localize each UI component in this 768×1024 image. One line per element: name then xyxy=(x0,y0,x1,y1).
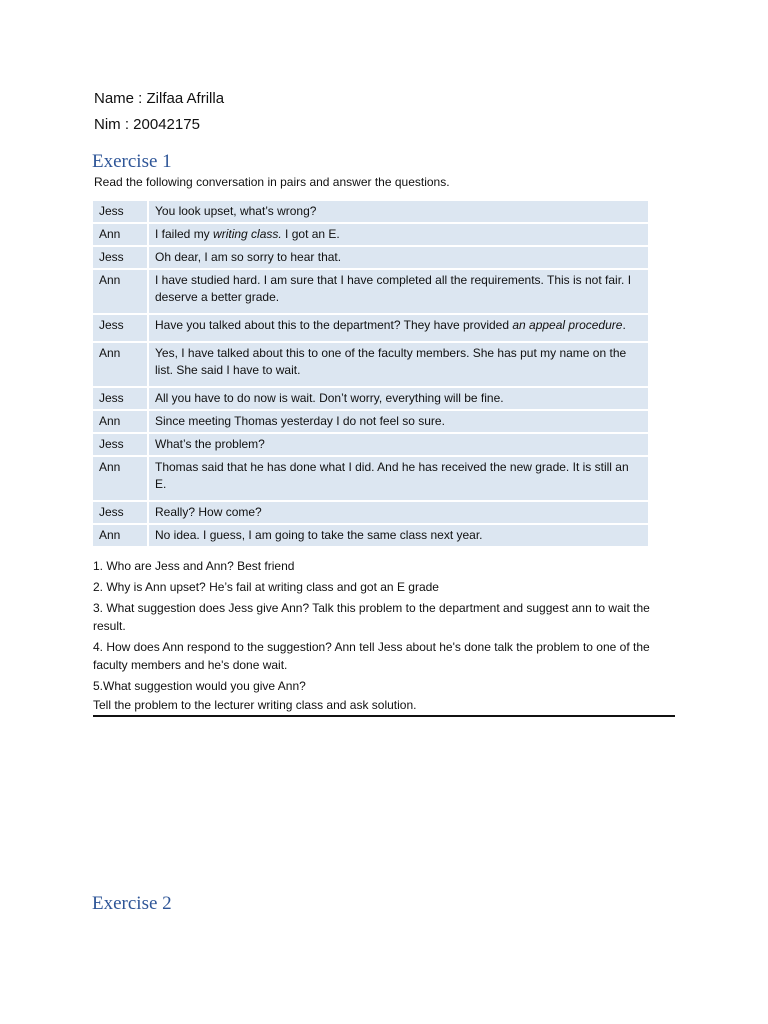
speaker-cell: Ann xyxy=(93,524,148,547)
speaker-cell: Jess xyxy=(93,201,148,223)
line-emphasis: an appeal procedure xyxy=(512,318,623,332)
line-cell: Oh dear, I am so sorry to hear that. xyxy=(148,246,648,269)
table-row xyxy=(93,342,648,387)
line-cell: Thomas said that he has done what I did. And he has received the new grade. It is still an E. xyxy=(148,456,648,501)
speaker-cell: Jess xyxy=(93,314,148,342)
exercise-2-heading: Exercise 2 xyxy=(92,893,172,914)
exercise-1-instruction: Read the following conversation in pairs and answer the questions. xyxy=(94,175,450,189)
horizontal-rule xyxy=(93,715,675,717)
speaker-cell: Ann xyxy=(93,269,148,314)
table-row xyxy=(93,433,648,456)
speaker-cell: Ann xyxy=(93,456,148,501)
table-row xyxy=(93,501,648,524)
table-row xyxy=(93,314,648,342)
line-cell: Yes, I have talked about this to one of the faculty members. She has put my name on the list. She said I have to wait. xyxy=(148,342,648,387)
speaker-cell: Jess xyxy=(93,501,148,524)
line-cell: I have studied hard. I am sure that I have completed all the requirements. This is not fair. I deserve a better grade. xyxy=(148,269,648,314)
speaker-cell: Ann xyxy=(93,223,148,246)
exercise-1-heading: Exercise 1 xyxy=(92,151,172,172)
speaker-cell: Jess xyxy=(93,246,148,269)
table-row xyxy=(93,524,648,547)
line-cell: No idea. I guess, I am going to take the same class next year. xyxy=(148,524,648,547)
question-5: 5.What suggestion would you give Ann? xyxy=(93,679,306,693)
speaker-cell: Jess xyxy=(93,387,148,410)
line-cell: All you have to do now is wait. Don’t worry, everything will be fine. xyxy=(148,387,648,410)
speaker-cell: Jess xyxy=(93,433,148,456)
name-label: Name : xyxy=(94,90,147,107)
conversation-table xyxy=(93,201,648,548)
table-row xyxy=(93,246,648,269)
nim-label: Nim : xyxy=(94,116,134,133)
speaker-cell: Ann xyxy=(93,410,148,433)
table-row xyxy=(93,269,648,314)
line-text: . xyxy=(622,318,626,332)
answer-1: 1. Who are Jess and Ann? Best friend xyxy=(93,559,295,573)
line-cell: Really? How come? xyxy=(148,501,648,524)
line-cell: What’s the problem? xyxy=(148,433,648,456)
name-value: Zilfaa Afrilla xyxy=(146,90,225,107)
table-row xyxy=(93,410,648,433)
line-text: Have you talked about this to the department? They have provided xyxy=(155,318,513,332)
line-text: I failed my xyxy=(155,227,214,241)
line-cell xyxy=(148,223,648,246)
line-text: I got an E. xyxy=(281,227,340,241)
table-row xyxy=(93,387,648,410)
student-nim xyxy=(94,116,200,133)
answers-block xyxy=(93,557,673,715)
nim-value: 20042175 xyxy=(133,116,200,133)
answer-5: Tell the problem to the lecturer writing class and ask solution. xyxy=(93,698,417,712)
answer-4: 4. How does Ann respond to the suggestion? Ann tell Jess about he's done talk the problem to one of the faculty members and he's done wait. xyxy=(93,640,650,672)
line-emphasis: writing class. xyxy=(213,227,282,241)
answer-2: 2. Why is Ann upset? He’s fail at writing class and got an E grade xyxy=(93,580,439,594)
line-cell xyxy=(148,314,648,342)
table-row xyxy=(93,201,648,223)
line-cell: Since meeting Thomas yesterday I do not feel so sure. xyxy=(148,410,648,433)
answer-3: 3. What suggestion does Jess give Ann? Talk this problem to the department and suggest ann to wait the result. xyxy=(93,601,650,633)
line-cell: You look upset, what’s wrong? xyxy=(148,201,648,223)
table-row xyxy=(93,456,648,501)
student-name xyxy=(94,90,224,107)
table-row xyxy=(93,223,648,246)
speaker-cell: Ann xyxy=(93,342,148,387)
